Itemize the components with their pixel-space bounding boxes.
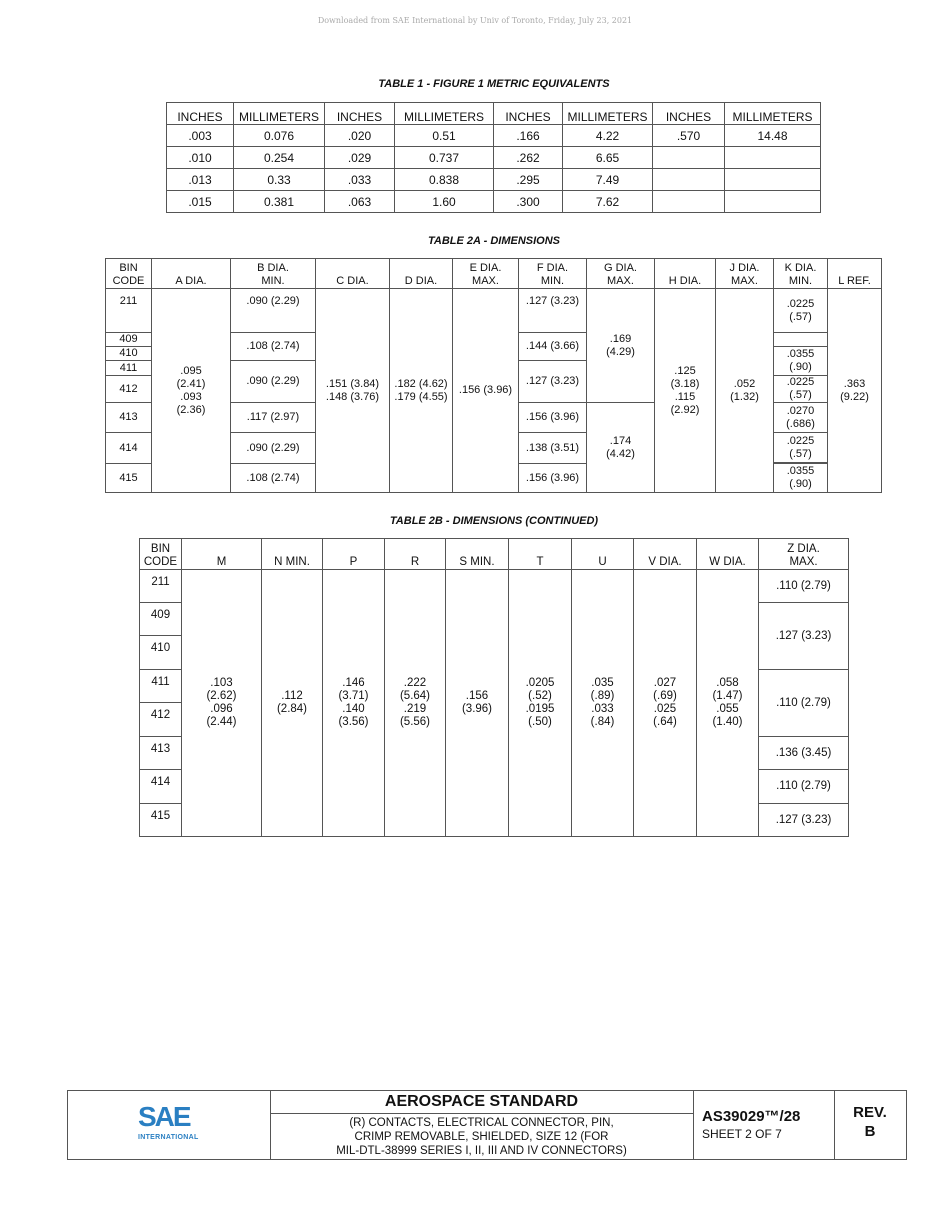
col-header: F DIA. MIN. [519,259,587,289]
bin-code: 211 [106,289,152,333]
bin-code: 412 [106,376,152,403]
table-cell: .020 [325,125,395,147]
f-dia-cell: .127 (3.23) [519,289,587,333]
bin-code: 409 [140,603,182,636]
table-cell: .300 [494,191,563,213]
table2a-dimensions [105,258,882,493]
col-header: W DIA. [697,539,759,570]
b-dia-cell: .108 (2.74) [231,464,316,493]
table1-metric-equivalents [166,102,821,213]
standard-heading: AEROSPACE STANDARD [270,1091,693,1114]
standard-description: (R) CONTACTS, ELECTRICAL CONNECTOR, PIN, CRIMP REMOVABLE, SHIELDED, SIZE 12 (FOR MIL-DTL-38999 SERIES I, II, III AND IV CONNECTORS) [336,1117,627,1157]
bin-code: 411 [140,670,182,703]
table-cell: 7.49 [563,169,653,191]
g-dia-cell: .169 (4.29) [587,289,655,403]
col-header: D DIA. [390,259,453,289]
col-header: MILLIMETERS [725,103,821,125]
table-cell: 0.381 [234,191,325,213]
table-cell: 0.254 [234,147,325,169]
s-min-cell: .156 (3.96) [446,570,509,837]
p-cell: .146 (3.71) .140 (3.56) [323,570,385,837]
a-dia-cell: .095 (2.41) .093 (2.36) [152,289,231,493]
f-dia-cell: .127 (3.23) [519,361,587,403]
col-header: C DIA. [316,259,390,289]
bin-code: 410 [106,347,152,361]
download-watermark: Downloaded from SAE International by Univ of Toronto, Friday, July 23, 2021 [317,16,633,25]
table-row [167,191,821,213]
b-dia-cell: .108 (2.74) [231,333,316,361]
bin-code: 211 [140,570,182,603]
col-header: U [572,539,634,570]
bin-code: 409 [106,333,152,347]
table-cell: 7.62 [563,191,653,213]
f-dia-cell: .138 (3.51) [519,433,587,464]
table-cell: .063 [325,191,395,213]
table-row [167,169,821,191]
col-header: L REF. [828,259,882,289]
v-dia-cell: .027 (.69) .025 (.64) [634,570,697,837]
b-dia-cell: .090 (2.29) [231,361,316,403]
bin-code: 414 [140,770,182,804]
col-header: G DIA. MAX. [587,259,655,289]
col-header: K DIA. MIN. [774,259,828,289]
col-header: J DIA. MAX. [716,259,774,289]
table-cell: 0.51 [395,125,494,147]
t-cell: .0205 (.52) .0195 (.50) [509,570,572,837]
col-header: N MIN. [262,539,323,570]
table-cell: 0.076 [234,125,325,147]
table-cell: .013 [167,169,234,191]
table-cell: 6.65 [563,147,653,169]
f-dia-cell: .156 (3.96) [519,403,587,433]
table-cell: .570 [653,125,725,147]
table-cell: .029 [325,147,395,169]
table-cell: .003 [167,125,234,147]
bin-code: 415 [106,464,152,493]
k-dia-cell: .0225 (.57) [774,433,828,463]
h-dia-cell: .125 (3.18) .115 (2.92) [655,289,716,493]
table-cell [725,191,821,213]
z-dia-cell: .110 (2.79) [759,770,849,804]
col-header: INCHES [325,103,395,125]
col-header: Z DIA. MAX. [759,539,849,570]
f-dia-cell: .156 (3.96) [519,464,587,493]
z-dia-cell: .127 (3.23) [759,804,849,837]
table-cell: 0.737 [395,147,494,169]
revision-value: B [864,1123,876,1140]
k-dia-cell: .0355 (.90) [774,347,828,376]
table-row [167,125,821,147]
table-cell: .295 [494,169,563,191]
b-dia-cell: .117 (2.97) [231,403,316,433]
u-cell: .035 (.89) .033 (.84) [572,570,634,837]
table-cell: .033 [325,169,395,191]
c-dia-cell: .151 (3.84) .148 (3.76) [316,289,390,493]
title-block [67,1090,907,1160]
table-cell [653,169,725,191]
table-header-row [140,539,849,570]
bin-code: 413 [140,737,182,770]
r-cell: .222 (5.64) .219 (5.56) [385,570,446,837]
e-dia-cell: .156 (3.96) [453,289,519,493]
j-dia-cell: .052 (1.32) [716,289,774,493]
bin-code: 410 [140,636,182,670]
k-dia-cell: .0225 (.57) [774,289,828,333]
k-dia-cell: .0270 (.686) [774,403,828,433]
col-header: S MIN. [446,539,509,570]
table-cell [725,147,821,169]
table-cell [653,191,725,213]
table-cell: .166 [494,125,563,147]
col-header: BIN CODE [140,539,182,570]
m-cell: .103 (2.62) .096 (2.44) [182,570,262,837]
col-header: E DIA. MAX. [453,259,519,289]
sheet-number: SHEET 2 OF 7 [702,1127,782,1141]
z-dia-cell: .110 (2.79) [759,670,849,737]
col-header: V DIA. [634,539,697,570]
table-cell: 14.48 [725,125,821,147]
col-header: H DIA. [655,259,716,289]
k-dia-cell: .0225 (.57) [774,376,828,403]
table2b-title: TABLE 2B - DIMENSIONS (CONTINUED) [389,515,599,527]
col-header: B DIA. MIN. [231,259,316,289]
bin-code: 411 [106,361,152,376]
n-min-cell: .112 (2.84) [262,570,323,837]
b-dia-cell: .090 (2.29) [231,433,316,464]
col-header: M [182,539,262,570]
table-cell: .015 [167,191,234,213]
document-number-block [693,1091,835,1159]
table2b-dimensions [139,538,849,837]
table-cell: .262 [494,147,563,169]
table-header-row [106,259,882,289]
col-header: P [323,539,385,570]
col-header: INCHES [167,103,234,125]
col-header: R [385,539,446,570]
col-header: BIN CODE [106,259,152,289]
table-cell: 0.33 [234,169,325,191]
k-dia-cell [774,333,828,347]
table2a-title: TABLE 2A - DIMENSIONS [427,235,560,247]
k-dia-cell: .0355 (.90) [774,464,828,493]
col-header: A DIA. [152,259,231,289]
w-dia-cell: .058 (1.47) .055 (1.40) [697,570,759,837]
table-row [140,570,849,603]
table-cell: .010 [167,147,234,169]
col-header: INCHES [494,103,563,125]
table-header-row [167,103,821,125]
bin-code: 412 [140,703,182,737]
table-cell: 4.22 [563,125,653,147]
revision-block [834,1091,906,1159]
col-header: INCHES [653,103,725,125]
table-cell [653,147,725,169]
z-dia-cell: .136 (3.45) [759,737,849,770]
g-dia-cell: .174 (4.42) [587,403,655,493]
col-header: MILLIMETERS [563,103,653,125]
b-dia-cell: .090 (2.29) [231,289,316,333]
f-dia-cell: .144 (3.66) [519,333,587,361]
table-cell: 1.60 [395,191,494,213]
z-dia-cell: .110 (2.79) [759,570,849,603]
table-row [167,147,821,169]
table-cell: 0.838 [395,169,494,191]
bin-code: 413 [106,403,152,433]
sae-logo [68,1091,271,1159]
standard-description-block [270,1091,694,1159]
col-header: MILLIMETERS [395,103,494,125]
z-dia-cell: .127 (3.23) [759,603,849,670]
bin-code: 415 [140,804,182,837]
col-header: MILLIMETERS [234,103,325,125]
sae-logo-mark: SAE [138,1101,190,1132]
document-number: AS39029™/28 [702,1108,801,1125]
bin-code: 414 [106,433,152,464]
l-ref-cell: .363 (9.22) [828,289,882,493]
table-cell [725,169,821,191]
table-row [106,289,882,333]
table1-title: TABLE 1 - FIGURE 1 METRIC EQUIVALENTS [378,78,610,90]
sae-logo-subtitle: INTERNATIONAL [138,1134,199,1141]
d-dia-cell: .182 (4.62) .179 (4.55) [390,289,453,493]
col-header: T [509,539,572,570]
revision-label: REV. [853,1104,887,1121]
